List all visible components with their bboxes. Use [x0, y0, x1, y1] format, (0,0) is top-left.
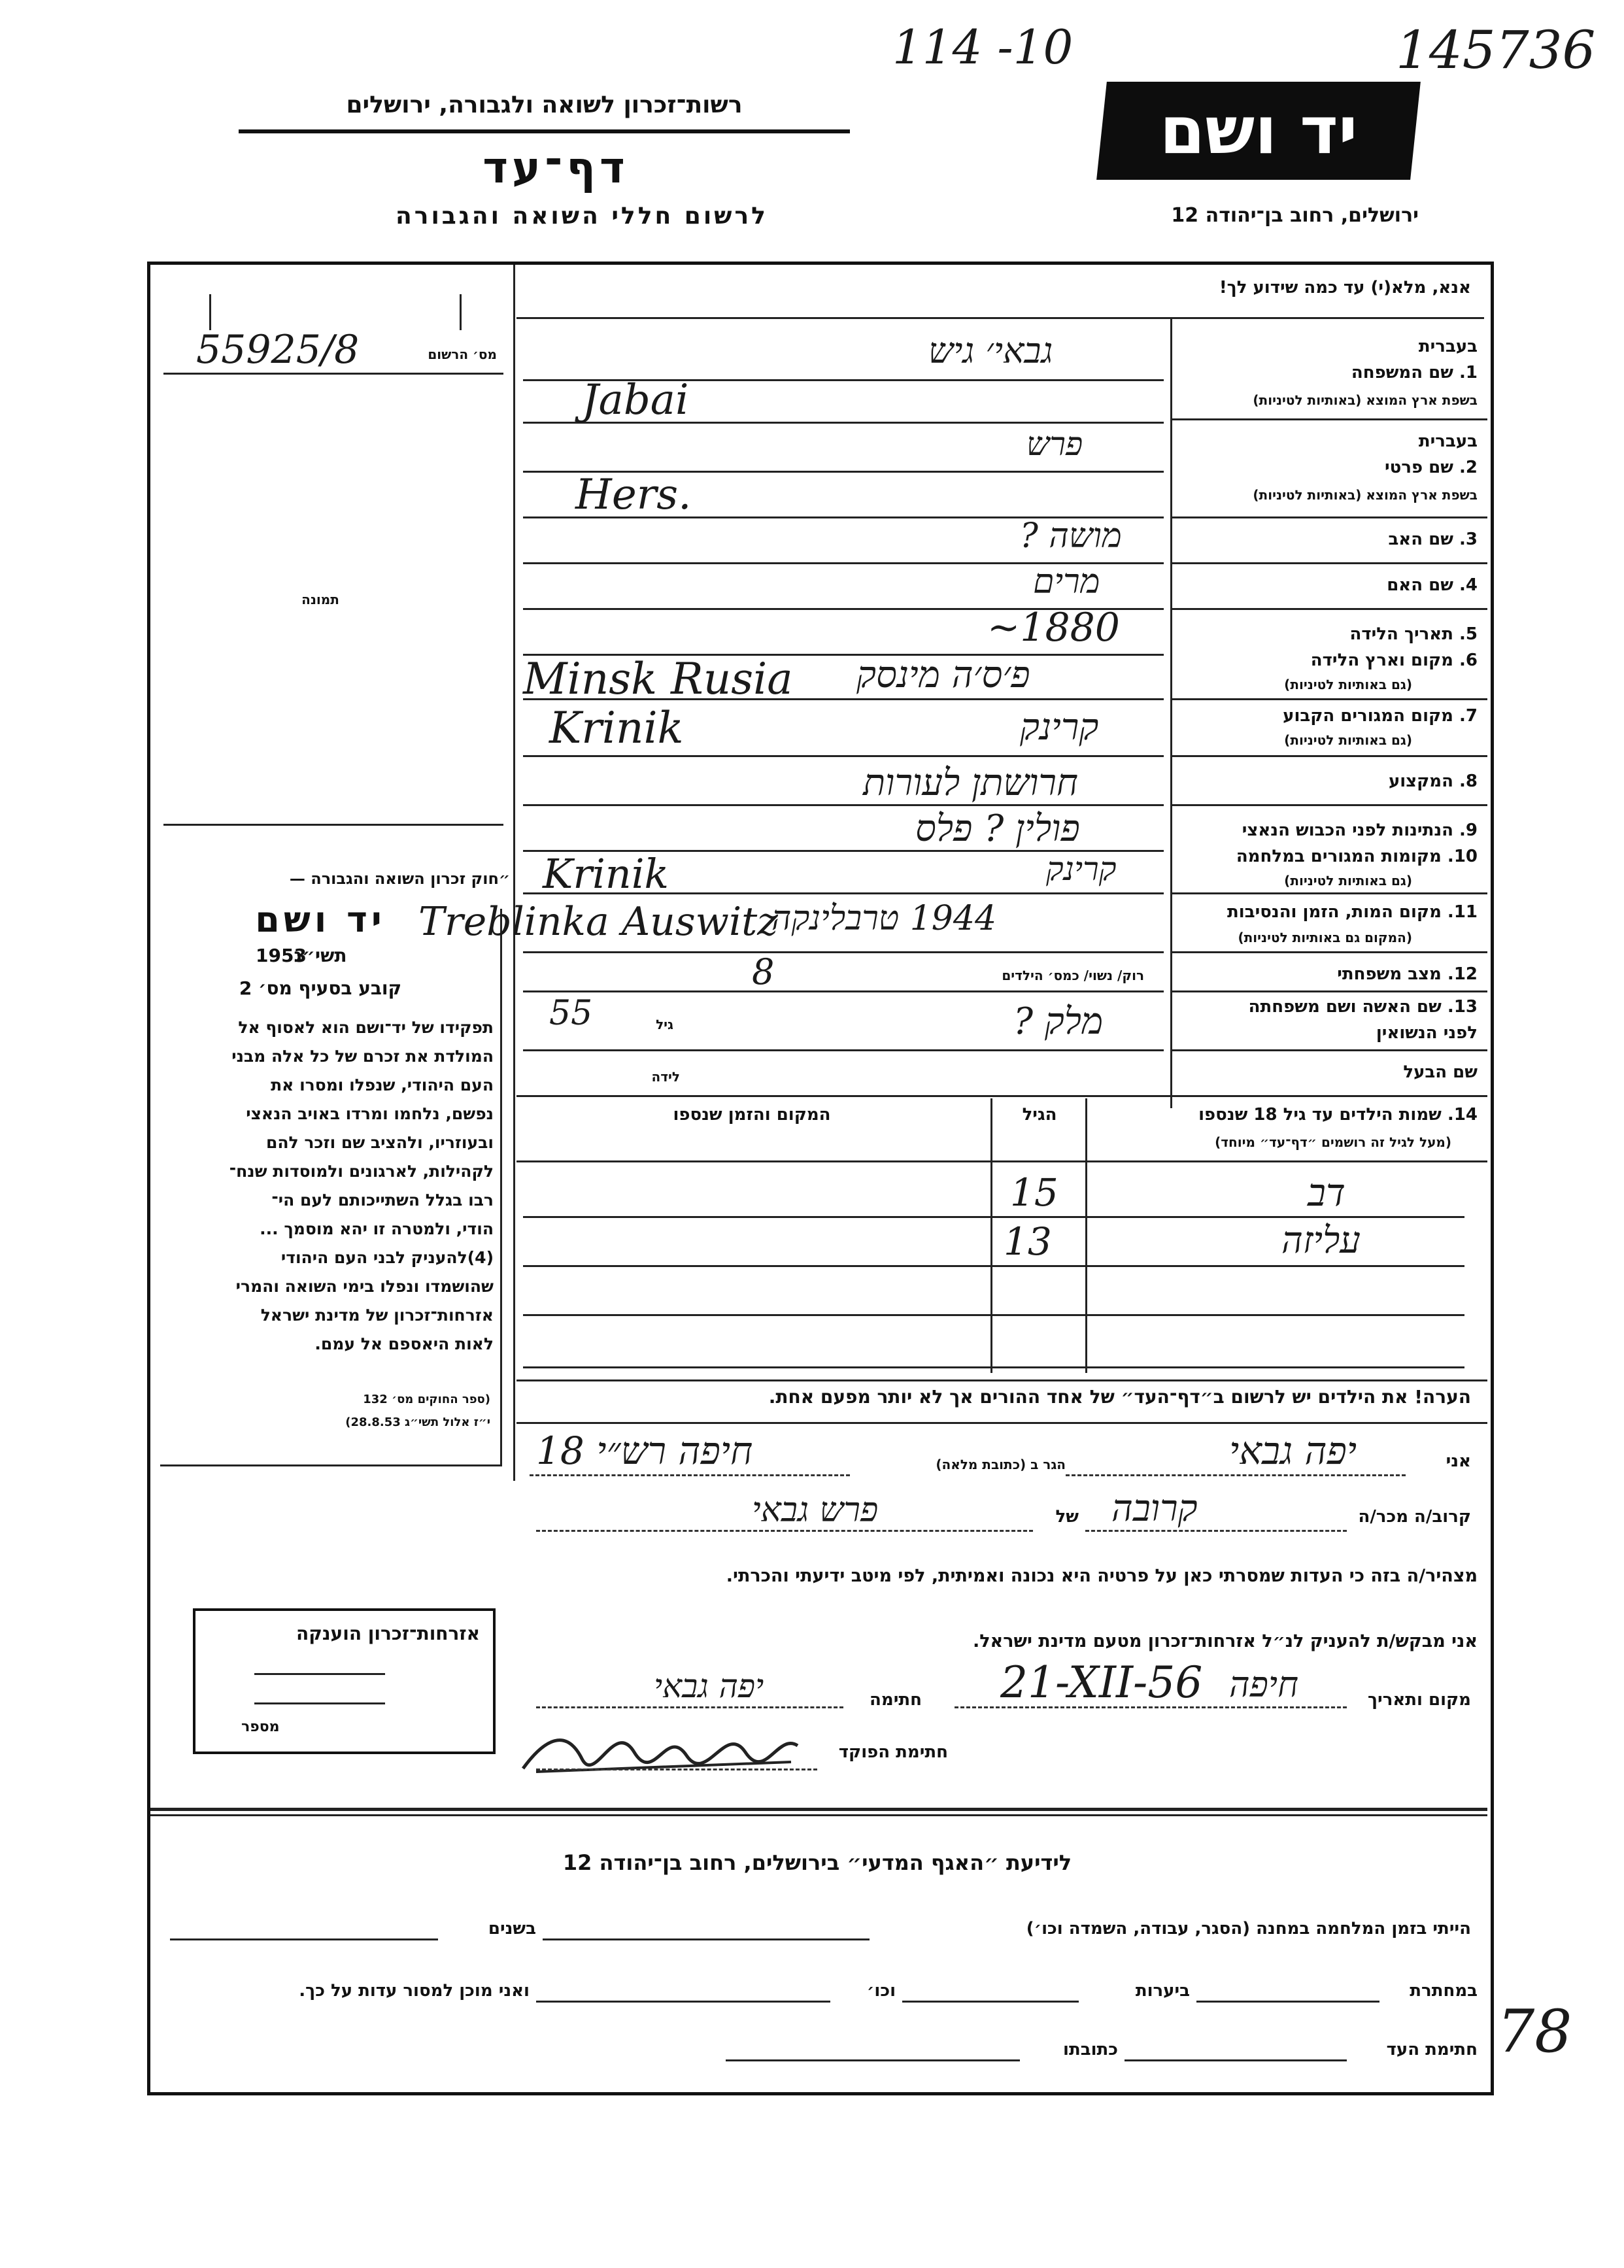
footer-witness-sig-label: חתימת העד: [1386, 2040, 1478, 2059]
marital-options: רוק/ נשוי/ כמס׳ הילדים: [1002, 968, 1144, 983]
rule: [1085, 1530, 1347, 1532]
law-line: המולדת את זכרם של כל אלה מבני: [231, 1047, 494, 1066]
rule: [163, 824, 503, 826]
relation-value: קרובה: [1111, 1487, 1198, 1530]
table-row: [523, 1314, 1464, 1316]
nationality-label: 9. הנתינות לפני הכבוש הנאצי: [1242, 821, 1478, 840]
rule: [990, 1098, 992, 1373]
first-name-label: 2. שם פרטי: [1385, 458, 1478, 477]
law-year: 1953: [256, 945, 307, 966]
residence-latin: Krinik: [549, 703, 684, 753]
first-name-latin: Hers.: [575, 471, 692, 519]
death-place-he: 1944 טרבלינקה: [771, 899, 997, 938]
reg-number: 55925/8: [196, 327, 360, 373]
rule: [254, 1673, 385, 1675]
witness-name: יפה גבאי: [1229, 1429, 1357, 1473]
child-age: 13: [1004, 1219, 1052, 1264]
archive-number: 114 -10: [892, 20, 1074, 75]
child-name: עליזה: [1281, 1219, 1361, 1262]
rule: [1196, 2001, 1379, 2003]
official-signature: [510, 1706, 811, 1785]
birth-date: ~1880: [987, 605, 1120, 651]
of-value: פרש גבאי: [752, 1491, 879, 1530]
rule: [1125, 2059, 1347, 2061]
footer-willing-label: ואני מוכן למסור עדות על כך.: [299, 1981, 530, 2001]
father-name: מושה ?: [1020, 516, 1122, 556]
law-header: ״חוק זכרון השואה והגבורה —: [289, 870, 510, 888]
photo-label: תמונה: [301, 592, 339, 607]
rule: [523, 951, 1164, 953]
wartime-residence-label: 10. מקומות המגורים במלחמה: [1236, 847, 1478, 866]
rule: [530, 1474, 850, 1476]
declaration-statement: מצהיר/ה בזה כי העדות שמסרתי כאן על פרטיה היא נכונה ואמיתית, לפי מיטב ידיעתי והכרתי.: [726, 1566, 1478, 1586]
children-age-header: הגיל: [1022, 1105, 1057, 1125]
first-name-he: פרש: [1026, 425, 1083, 463]
children-sub: (מעל לגיל זה רושמים ״דף־עד״ מיוחד): [1215, 1134, 1451, 1150]
rule: [543, 1938, 870, 1940]
residence-sub: (גם באותיות לטיניות): [1284, 732, 1412, 748]
rule: [523, 990, 1164, 992]
birth-place-label: 6. מקום וארץ הלידה: [1310, 651, 1478, 670]
footer-underground-label: במחתרת: [1410, 1981, 1478, 2001]
table-row: [523, 1216, 1464, 1218]
rule: [1066, 1474, 1406, 1476]
marital-label: 12. מצב משפחתי: [1337, 964, 1478, 984]
date-value: 21-XII-56: [1000, 1657, 1203, 1708]
residence-label: 7. מקום המגורים הקבוע: [1283, 706, 1478, 726]
spouse-label: 13. שם האשה ושם משפחתה: [1248, 997, 1478, 1017]
rule: [516, 1422, 1487, 1424]
wartime-residence-he: קרינק: [1046, 850, 1117, 888]
rule: [516, 1095, 1487, 1097]
birth-place-sub: (גם באותיות לטיניות): [1284, 677, 1412, 692]
rule: [1170, 418, 1487, 420]
maiden-label: לידה: [651, 1069, 680, 1085]
rule: [254, 1702, 385, 1704]
law-line: תפקידו של יד־ושם הוא לאסוף אל: [238, 1018, 494, 1037]
law-line: (4)להעניק לבני העם היהודי: [280, 1248, 494, 1267]
table-row: [523, 1366, 1464, 1368]
rule: [1170, 990, 1487, 992]
wartime-residence-latin: Krinik: [543, 850, 669, 898]
spouse-age: 55: [549, 994, 593, 1033]
rule: [150, 1814, 1487, 1816]
law-line: הודי, ולמטרה זו יהא מוסמך ...: [260, 1219, 494, 1238]
yad-vashem-logo: [1096, 82, 1421, 180]
law-year-he: תשי״ג: [294, 945, 347, 966]
mother-label: 4. שם האם: [1387, 575, 1478, 595]
children-count: 8: [752, 951, 775, 992]
family-name-he: גבאי׳ גיש: [928, 330, 1053, 371]
children-note: הערה! את הילדים יש לרשום ב״דף־העד״ של אחד ההורים אך לא יותר מפעם אחת.: [768, 1386, 1471, 1408]
footer-title: לידיעת ״האגף המדעי״ בירושלים, רחוב בן־יהודה 12: [562, 1850, 1072, 1875]
profession-label: 8. המקצוע: [1388, 771, 1478, 791]
law-reference-1: (ספר החוקים מס׳ 132: [363, 1393, 490, 1406]
witness-signature: יפה גבאי: [654, 1667, 764, 1705]
form-subtitle: לרשום חללי השואה והגבורה: [396, 203, 768, 229]
fill-request: אנא, מלא(י) עד כמה שידוע לך!: [1219, 278, 1471, 297]
declaration-request: אני מבקש/ת להעניק לנ״ל אזרחות־זכרון מטעם מדינת ישראל.: [972, 1631, 1478, 1651]
law-clause: קובע בסעיף מס׳ 2: [239, 977, 402, 999]
signature-label: חתימה: [870, 1690, 922, 1710]
death-label: 11. מקום המות, הזמן והנסיבות: [1227, 902, 1478, 922]
law-text: [157, 1013, 494, 1359]
rule: [1170, 516, 1487, 518]
place-date-label: מקום ותאריך: [1368, 1690, 1471, 1710]
birth-date-label: 5. תאריך הלידה: [1349, 624, 1478, 644]
authority-underline: [239, 129, 850, 133]
rule: [523, 1049, 1164, 1051]
form-title: דף־עד: [482, 143, 629, 193]
footer-address-label: כתובתו: [1063, 2040, 1118, 2059]
birth-place-latin: Minsk Rusia: [523, 654, 793, 704]
footer-forests-label: ביערות: [1135, 1981, 1190, 2001]
address: ירושלים, רחוב בן־יהודה 12: [1171, 204, 1419, 227]
family-name-sub: בשפת ארץ המוצא (באותיות לטיניות): [1253, 392, 1478, 408]
child-age: 15: [1010, 1170, 1058, 1215]
family-name-label: 1. שם המשפחה: [1351, 363, 1478, 382]
rule: [516, 317, 1484, 319]
child-name: דב: [1308, 1170, 1345, 1215]
rule: [170, 1938, 438, 1940]
rule: [516, 1160, 1487, 1162]
relation-label: קרוב/ה מכר/ה: [1358, 1507, 1471, 1527]
rule: [955, 1706, 1347, 1708]
witness-address: חיפה רש״י 18: [536, 1429, 753, 1473]
footer-camp-label: הייתי בזמן המלחמה במחנה (הסגר, עבודה, השמדה וכו׳): [1026, 1919, 1471, 1938]
birth-place-he: פ׳ס׳ה מינסק: [856, 654, 1030, 696]
rule: [163, 373, 503, 375]
rule: [523, 804, 1164, 806]
law-line: לקהילות, לארגונים ולמוסדות שנח־: [229, 1162, 494, 1181]
of-label: של: [1055, 1507, 1079, 1527]
reg-ticks: [209, 294, 462, 330]
profession: חרושתן לעורות: [863, 762, 1079, 804]
memorial-box-number: מספר: [241, 1719, 280, 1735]
law-reference-2: י״ז אלול תשי״ג 28.8.53): [345, 1415, 490, 1429]
rule: [1170, 755, 1487, 757]
rule: [1170, 1049, 1487, 1051]
spouse-name: מלק ?: [1013, 1000, 1104, 1043]
rule: [536, 1769, 817, 1770]
rule: [726, 2059, 1020, 2061]
rule: [536, 2001, 830, 2003]
father-label: 3. שם האב: [1388, 530, 1478, 549]
record-number: 145736: [1396, 20, 1596, 80]
children-place-header: המקום והזמן שנספו: [673, 1105, 831, 1125]
law-line: העם היהודי, שנפלו ומסרו את: [271, 1075, 494, 1094]
sidebar-divider: [513, 265, 515, 1481]
declaration-i-label: אני: [1446, 1451, 1471, 1471]
rule: [1170, 608, 1487, 610]
reg-label: מס׳ הרשום: [428, 347, 497, 362]
death-place-latin: Treblinka Auswitz: [418, 899, 778, 945]
law-title: יד ושם: [255, 899, 386, 940]
family-name-latin: Jabai: [582, 376, 689, 424]
age-label: גיל: [656, 1017, 673, 1032]
rule: [1170, 951, 1487, 953]
rule: [523, 755, 1164, 757]
page-number: 78: [1497, 1997, 1572, 2066]
rule: [1170, 892, 1487, 894]
residence-he: קרינק: [1020, 706, 1099, 749]
memorial-box-title: אזרחות־זכרון הוענקה: [296, 1623, 480, 1644]
lang-hebrew-2: בעברית: [1418, 432, 1478, 451]
law-line: נפשם, נלחמו ומרדו באויב הנאצי: [246, 1104, 494, 1123]
official-signature-label: חתימת הפוקד: [838, 1742, 948, 1762]
law-line: ובעוזריו, ולהציב שם וזכר להם: [265, 1133, 494, 1152]
footer-etc-label: וכו׳: [866, 1981, 896, 2001]
wartime-residence-sub: (גם באותיות לטיניות): [1284, 873, 1412, 889]
memorial-citizenship-box: [193, 1608, 496, 1754]
footer-years-label: בשנים: [488, 1919, 536, 1938]
place-value: חיפה: [1229, 1664, 1299, 1705]
lang-hebrew-1: בעברית: [1418, 337, 1478, 356]
spouse-sub: לפני הנשואין: [1376, 1023, 1478, 1043]
law-line: רבו בגלל השתייכותם לעם הי־: [271, 1191, 494, 1210]
first-name-sub: בשפת ארץ המוצא (באותיות לטיניות): [1253, 487, 1478, 503]
rule: [516, 1379, 1487, 1381]
label-divider: [1170, 317, 1172, 1108]
rule: [536, 1530, 1033, 1532]
mother-name: מרים: [1033, 562, 1100, 601]
rule: [1085, 1098, 1087, 1373]
table-row: [523, 1265, 1464, 1267]
children-label: 14. שמות הילדים עד גיל 18 שנספו: [1198, 1105, 1478, 1125]
law-line: לאות היאספם אל עמם.: [314, 1334, 494, 1353]
authority-name: רשות־זכרון לשואה ולגבורה, ירושלים: [346, 92, 743, 118]
rule: [150, 1808, 1487, 1811]
logo-text: יד ושם: [1159, 92, 1358, 169]
resides-label: הגר ב (כתובת מלאה): [936, 1457, 1066, 1472]
nationality: פולין ? פלס: [915, 807, 1080, 850]
rule: [1170, 562, 1487, 564]
law-line: שהושמדו ונפלו בימי השואה והמרי: [235, 1277, 494, 1296]
death-sub: (המקום גם באותיות לטיניות): [1238, 930, 1412, 945]
law-line: אזרחות־זכרון של מדינת ישראל: [260, 1306, 494, 1325]
rule: [1170, 804, 1487, 806]
husband-label: שם הבעל: [1403, 1062, 1478, 1082]
rule: [902, 2001, 1079, 2003]
rule: [1170, 698, 1487, 700]
